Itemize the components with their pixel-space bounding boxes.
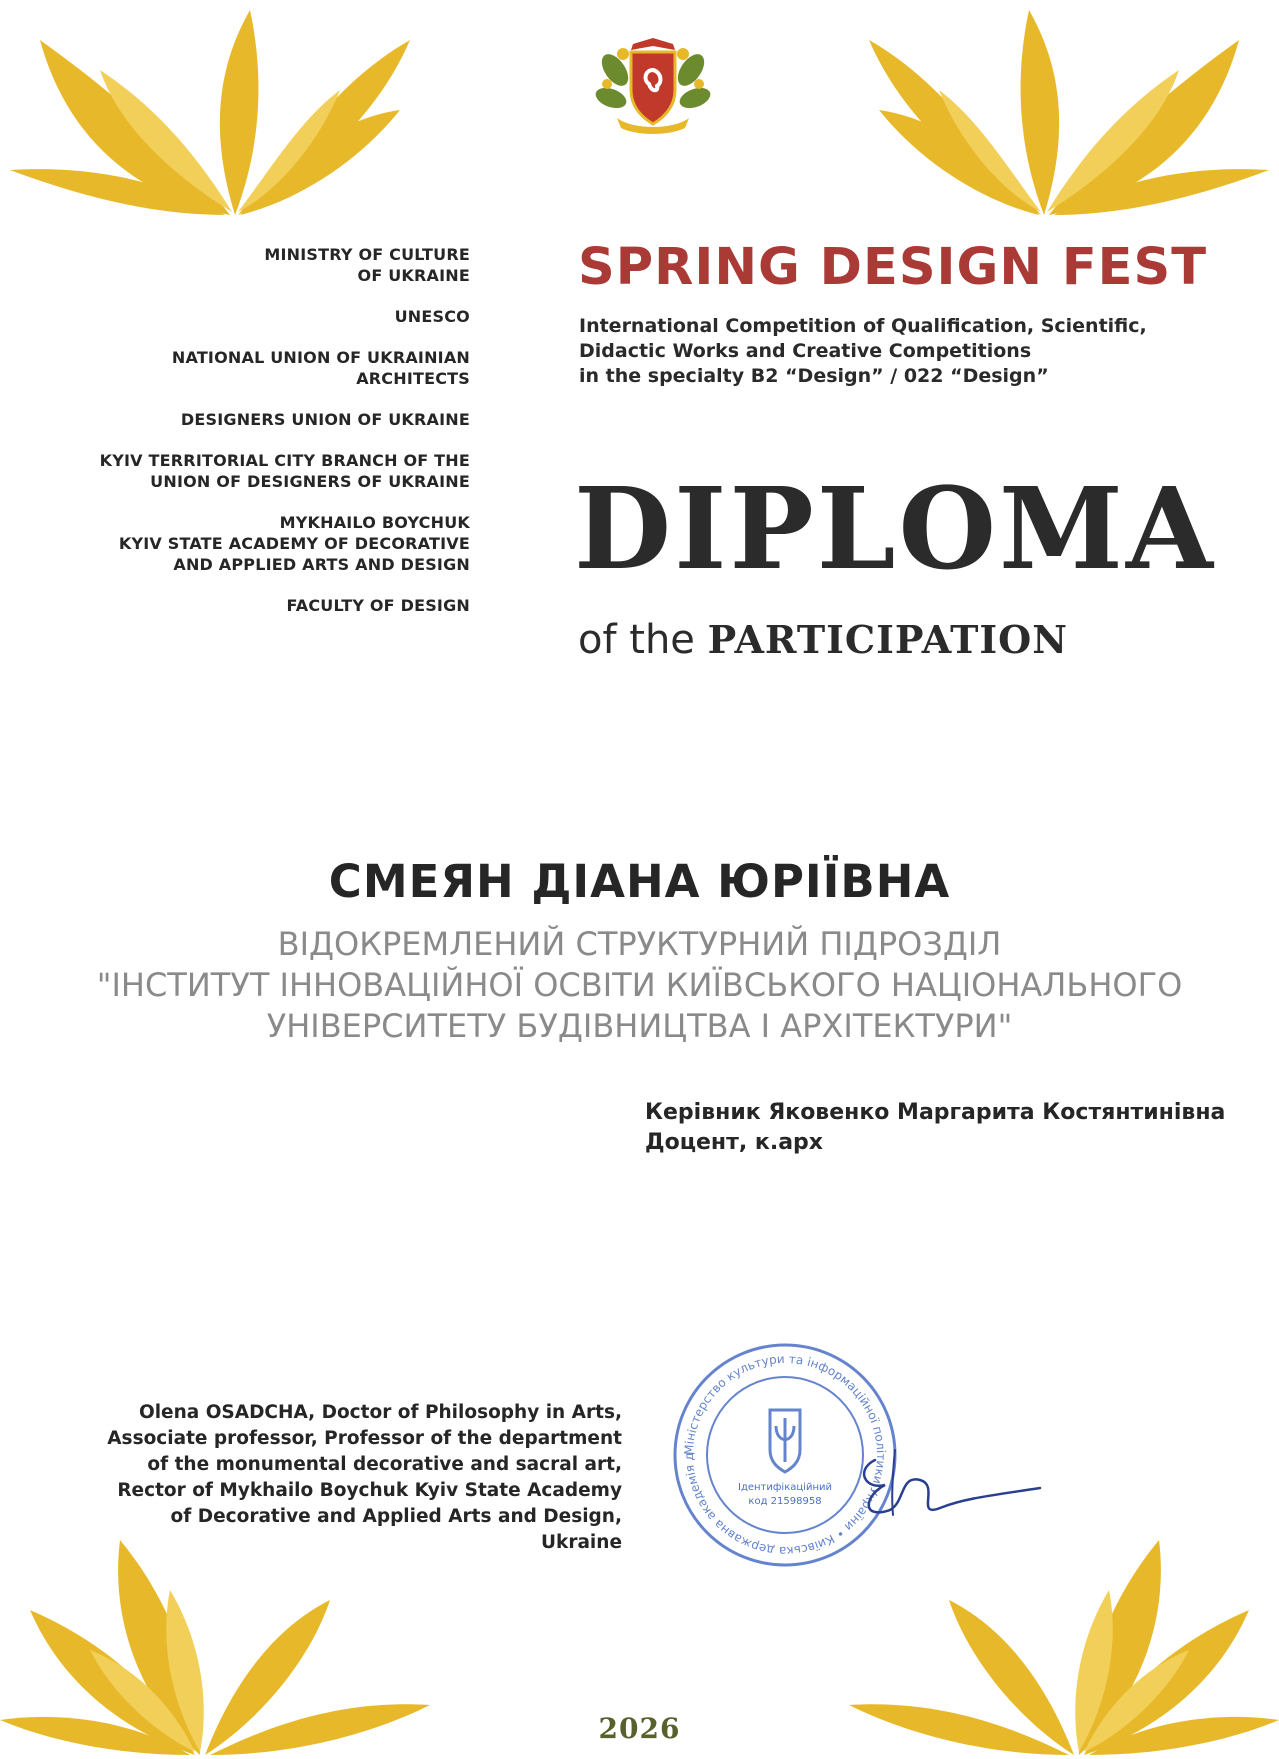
org-ministry-of-culture: MINISTRY OF CULTURE OF UKRAINE — [264, 245, 470, 285]
stamp-center-code: код 21598958 — [748, 1496, 822, 1507]
institution-line: УНІВЕРСИТЕТУ БУДІВНИЦТВА І АРХІТЕКТУРИ" — [266, 1007, 1013, 1045]
rector-line: Ukraine — [541, 1532, 622, 1553]
festival-title: SPRING DESIGN FEST — [578, 238, 1208, 297]
rector-name: Olena OSADCHA — [138, 1402, 309, 1423]
footer-year: 2026 — [598, 1712, 681, 1745]
rector-line: Associate professor, Professor of the department — [107, 1428, 622, 1449]
org-kyiv-branch: KYIV TERRITORIAL CITY BRANCH OF THE UNION OF DESIGNERS OF UKRAINE — [99, 451, 470, 491]
diploma-title: DIPLOMA — [574, 464, 1216, 595]
supervisor-name: Керівник Яковенко Маргарита Костянтинівна — [645, 1100, 1226, 1125]
festival-subtitle — [579, 314, 1219, 389]
festival-subtitle-line: International Competition of Qualification, Scientific, — [579, 315, 1147, 337]
institution-line: ВІДОКРЕМЛЕНИЙ СТРУКТУРНИЙ ПІДРОЗДІЛ — [277, 925, 1002, 963]
academy-emblem-icon — [593, 30, 713, 140]
org-designers-union: DESIGNERS UNION OF UKRAINE — [180, 410, 470, 429]
rector-credential: , Doctor of Philosophy in Arts, — [308, 1402, 622, 1423]
festival-subtitle-line: in the specialty В2 “Design” / 022 “Design” — [579, 365, 1049, 387]
organizations-list — [40, 244, 470, 636]
ornament-top-right — [859, 0, 1279, 230]
recipient-name: СМЕЯН ДІАНА ЮРІЇВНА — [328, 855, 951, 908]
participation-word: PARTICIPATION — [707, 617, 1069, 662]
rector-line: of the monumental decorative and sacral art, — [147, 1454, 622, 1475]
signature-icon — [845, 1440, 1045, 1530]
rector-line: of Decorative and Applied Arts and Design, — [170, 1506, 622, 1527]
participation-line — [578, 617, 1069, 663]
org-boychuk-academy: MYKHAILO BOYCHUK KYIV STATE ACADEMY OF DECORATIVE AND APPLIED ARTS AND DESIGN — [118, 513, 470, 574]
supervisor-block — [645, 1098, 1225, 1158]
stamp-center-label: Ідентифікаційний — [738, 1482, 832, 1493]
rector-line: Rector of Mykhailo Boychuk Kyiv State Academy — [117, 1480, 622, 1501]
stamp-ring-text: Міністерство культури та інформаційної політики України • Київська державна академія д — [681, 1351, 889, 1559]
participation-prefix: of the — [578, 617, 708, 663]
institution-line: "ІНСТИТУТ ІННОВАЦІЙНОЇ ОСВІТИ КИЇВСЬКОГО НАЦІОНАЛЬНОГО — [96, 966, 1183, 1004]
supervisor-title: Доцент, к.арх — [645, 1130, 823, 1155]
org-unesco: UNESCO — [394, 307, 470, 326]
ornament-top-left — [0, 0, 420, 230]
rector-block — [40, 1400, 622, 1556]
recipient-institution — [0, 924, 1279, 1047]
rector-line — [40, 1400, 622, 1426]
org-faculty-of-design: FACULTY OF DESIGN — [286, 596, 470, 615]
festival-subtitle-line: Didactic Works and Creative Competitions — [579, 340, 1032, 362]
org-national-union-architects: NATIONAL UNION OF UKRAINIAN ARCHITECTS — [171, 348, 470, 388]
